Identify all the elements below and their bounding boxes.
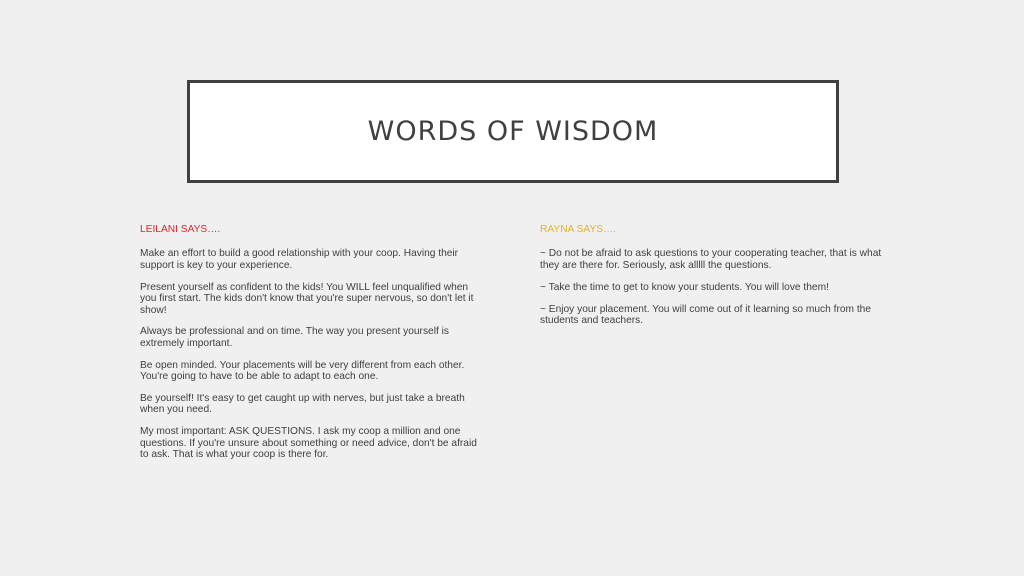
left-paragraph: Present yourself as confident to the kids! You WILL feel unqualified when you first start. The kids don't know that you're super nervous, so don't let it show! bbox=[140, 281, 474, 316]
right-paragraph: ~ Take the time to get to know your students. You will love them! bbox=[540, 281, 829, 293]
right-paragraph: ~ Do not be afraid to ask questions to your cooperating teacher, that is what they are there for. Seriously, ask alllll the questions. bbox=[540, 248, 882, 271]
left-paragraph: My most important: ASK QUESTIONS. I ask my coop a million and one questions. If you're unsure about something or need advice, don't be afraid to ask. That is what your coop is there for. bbox=[140, 426, 477, 461]
slide-title: WORDS OF WISDOM bbox=[367, 116, 659, 147]
right-column-heading: RAYNA SAYS…. bbox=[540, 224, 617, 235]
left-paragraph: Be yourself! It's easy to get caught up with nerves, but just take a breath when you need. bbox=[140, 393, 465, 416]
left-column-heading: LEILANI SAYS…. bbox=[140, 224, 221, 235]
left-paragraph: Be open minded. Your placements will be very different from each other. You're going to have to be able to adapt to each one. bbox=[140, 359, 465, 383]
right-column bbox=[540, 224, 890, 337]
right-paragraph: ~ Enjoy your placement. You will come out of it learning so much from the students and teachers. bbox=[540, 303, 871, 327]
left-paragraph: Make an effort to build a good relationship with your coop. Having their support is key to your experience. bbox=[140, 248, 459, 271]
left-column bbox=[140, 224, 490, 471]
left-paragraph: Always be professional and on time. The way you present yourself is extremely important. bbox=[140, 326, 449, 349]
title-box bbox=[187, 80, 839, 183]
